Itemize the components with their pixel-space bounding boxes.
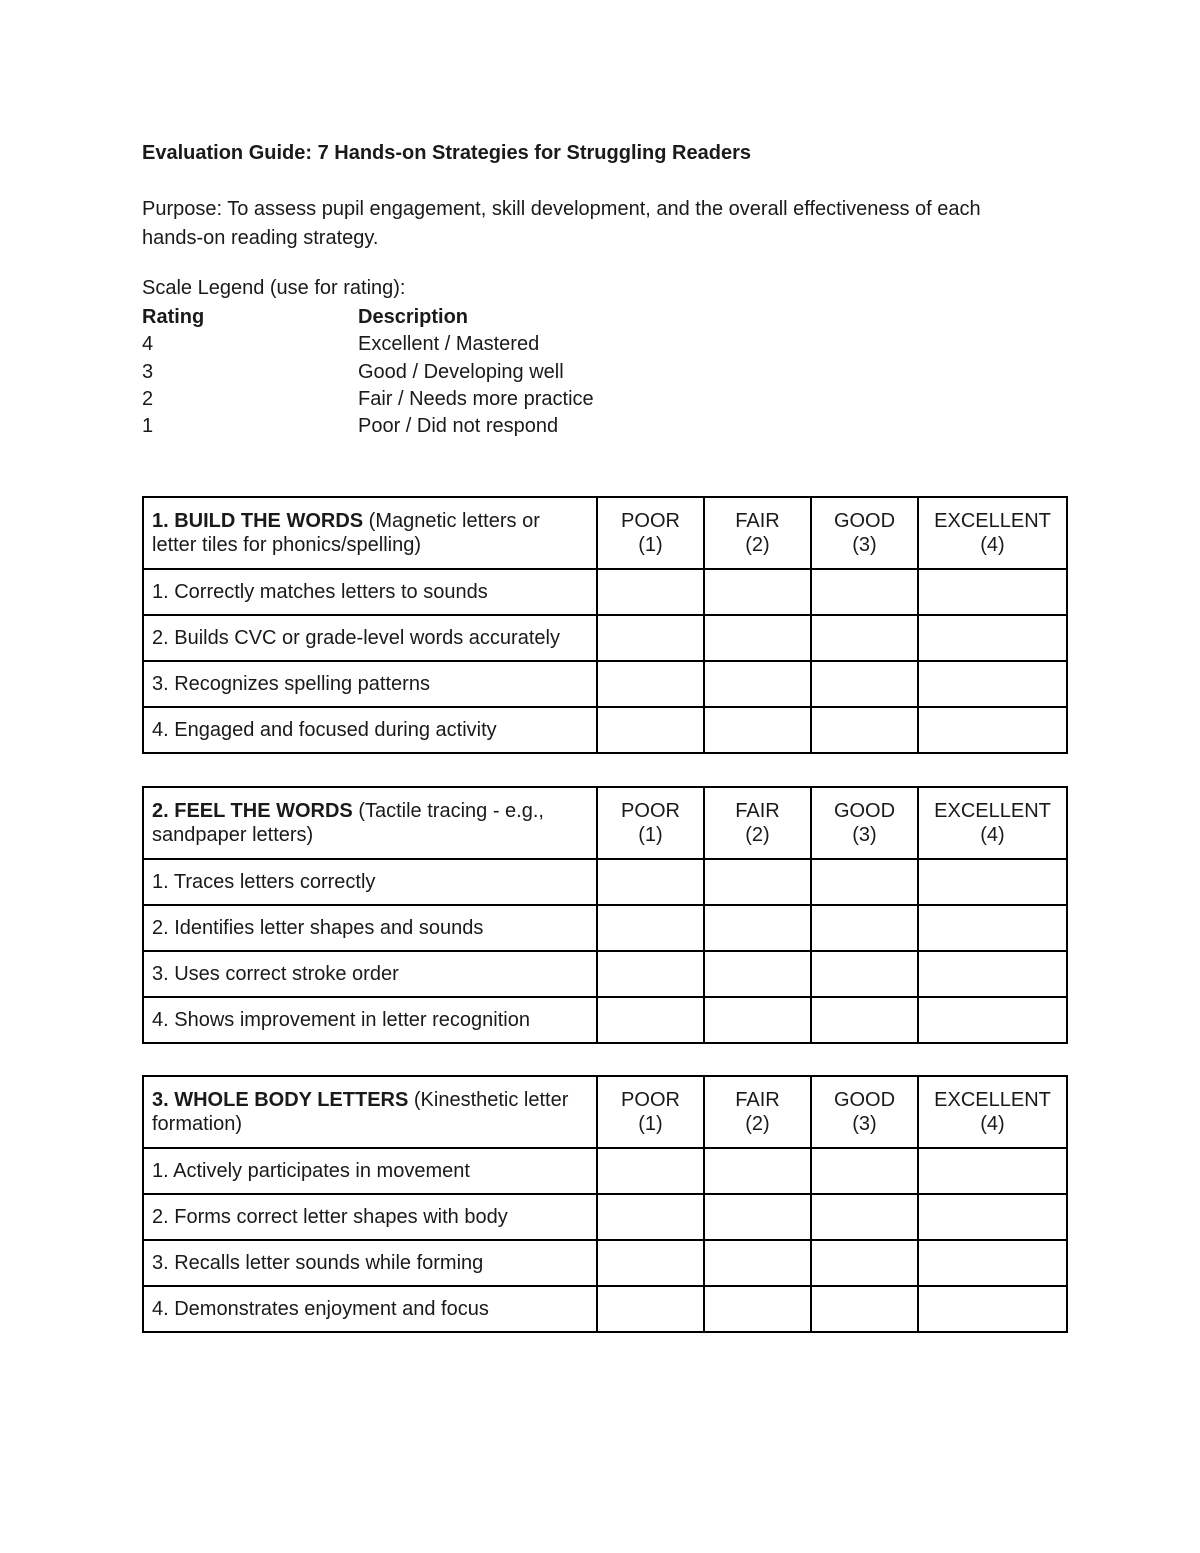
criterion-label: 1. Correctly matches letters to sounds <box>143 569 597 615</box>
rating-cell-poor[interactable] <box>597 1194 704 1240</box>
rating-cell-excellent[interactable] <box>918 661 1067 707</box>
criterion-label: 3. Recognizes spelling patterns <box>143 661 597 707</box>
table-row <box>143 1240 1067 1286</box>
criterion-label: 2. Builds CVC or grade-level words accurately <box>143 615 597 661</box>
table-row <box>143 569 1067 615</box>
rating-cell-poor[interactable] <box>597 615 704 661</box>
table-row <box>143 905 1067 951</box>
rubric-header-row <box>143 1076 1067 1148</box>
level-good-header: GOOD (3) <box>811 1076 918 1148</box>
rating-cell-good[interactable] <box>811 661 918 707</box>
criterion-label: 3. Uses correct stroke order <box>143 951 597 997</box>
section-description: (Kinesthetic letter formation) <box>152 1089 569 1135</box>
table-row <box>143 1286 1067 1332</box>
purpose-text: Purpose: To assess pupil engagement, skill development, and the overall effectiveness of each hands-on reading strategy. <box>142 198 981 249</box>
section-name: 2. FEEL THE WORDS <box>152 800 353 822</box>
rating-cell-fair[interactable] <box>704 905 811 951</box>
level-excellent-header: EXCELLENT (4) <box>918 497 1067 569</box>
rating-cell-good[interactable] <box>811 905 918 951</box>
document-title: Evaluation Guide: 7 Hands-on Strategies for Struggling Readers <box>142 142 751 164</box>
rating-cell-excellent[interactable] <box>918 1240 1067 1286</box>
rating-cell-fair[interactable] <box>704 661 811 707</box>
table-row <box>143 859 1067 905</box>
level-poor-header: POOR (1) <box>597 1076 704 1148</box>
table-row <box>143 951 1067 997</box>
legend-rating: 1 <box>142 415 154 438</box>
legend-intro: Scale Legend (use for rating): <box>142 277 406 299</box>
rating-cell-excellent[interactable] <box>918 859 1067 905</box>
table-row <box>143 1148 1067 1194</box>
rating-cell-excellent[interactable] <box>918 951 1067 997</box>
rating-cell-good[interactable] <box>811 1286 918 1332</box>
table-row <box>143 997 1067 1043</box>
legend-description: Fair / Needs more practice <box>358 387 594 410</box>
rating-cell-good[interactable] <box>811 1148 918 1194</box>
rating-cell-poor[interactable] <box>597 707 704 753</box>
rating-cell-excellent[interactable] <box>918 569 1067 615</box>
rubric-header-row <box>143 787 1067 859</box>
rating-cell-excellent[interactable] <box>918 615 1067 661</box>
level-good-header: GOOD (3) <box>811 497 918 569</box>
rating-cell-poor[interactable] <box>597 569 704 615</box>
criterion-label: 4. Demonstrates enjoyment and focus <box>143 1286 597 1332</box>
rating-cell-good[interactable] <box>811 859 918 905</box>
rating-cell-good[interactable] <box>811 707 918 753</box>
rating-cell-fair[interactable] <box>704 997 811 1043</box>
rating-cell-poor[interactable] <box>597 997 704 1043</box>
legend-rating: 2 <box>142 387 154 410</box>
rating-cell-good[interactable] <box>811 1194 918 1240</box>
level-good-header: GOOD (3) <box>811 787 918 859</box>
rating-cell-good[interactable] <box>811 569 918 615</box>
criterion-label: 2. Forms correct letter shapes with body <box>143 1194 597 1240</box>
rating-cell-fair[interactable] <box>704 951 811 997</box>
legend-rating: 4 <box>142 333 154 356</box>
section-name: 1. BUILD THE WORDS <box>152 510 364 532</box>
rubric-header-row <box>143 497 1067 569</box>
rating-cell-excellent[interactable] <box>918 707 1067 753</box>
rubric-table-feel-the-words <box>142 786 1068 1044</box>
rating-cell-fair[interactable] <box>704 1148 811 1194</box>
rating-cell-excellent[interactable] <box>918 1286 1067 1332</box>
rating-cell-good[interactable] <box>811 951 918 997</box>
table-row <box>143 661 1067 707</box>
rating-cell-fair[interactable] <box>704 1286 811 1332</box>
section-heading <box>143 497 597 569</box>
legend-row <box>142 359 594 386</box>
legend-row <box>142 413 594 440</box>
table-row <box>143 615 1067 661</box>
legend-description: Excellent / Mastered <box>358 333 540 356</box>
rating-cell-fair[interactable] <box>704 1194 811 1240</box>
legend-description: Poor / Did not respond <box>358 415 559 438</box>
legend-rating: 3 <box>142 360 154 383</box>
rating-cell-good[interactable] <box>811 1240 918 1286</box>
legend-row <box>142 331 594 358</box>
criterion-label: 4. Shows improvement in letter recognition <box>143 997 597 1043</box>
rating-cell-poor[interactable] <box>597 905 704 951</box>
criterion-label: 2. Identifies letter shapes and sounds <box>143 905 597 951</box>
criterion-label: 1. Actively participates in movement <box>143 1148 597 1194</box>
rubric-table-build-the-words <box>142 496 1068 754</box>
legend-header-rating: Rating <box>142 306 205 328</box>
rating-cell-fair[interactable] <box>704 1240 811 1286</box>
section-heading <box>143 787 597 859</box>
rating-cell-excellent[interactable] <box>918 1148 1067 1194</box>
level-fair-header: FAIR (2) <box>704 497 811 569</box>
scale-legend <box>142 304 594 440</box>
table-row <box>143 1194 1067 1240</box>
rating-cell-good[interactable] <box>811 615 918 661</box>
rating-cell-excellent[interactable] <box>918 1194 1067 1240</box>
rating-cell-fair[interactable] <box>704 569 811 615</box>
rubric-table-whole-body-letters <box>142 1075 1068 1333</box>
section-heading <box>143 1076 597 1148</box>
rating-cell-poor[interactable] <box>597 1240 704 1286</box>
rating-cell-excellent[interactable] <box>918 905 1067 951</box>
level-fair-header: FAIR (2) <box>704 787 811 859</box>
rating-cell-fair[interactable] <box>704 859 811 905</box>
criterion-label: 3. Recalls letter sounds while forming <box>143 1240 597 1286</box>
rating-cell-fair[interactable] <box>704 615 811 661</box>
rating-cell-fair[interactable] <box>704 707 811 753</box>
rating-cell-poor[interactable] <box>597 661 704 707</box>
section-name: 3. WHOLE BODY LETTERS <box>152 1089 409 1111</box>
legend-row <box>142 386 594 413</box>
level-poor-header: POOR (1) <box>597 787 704 859</box>
legend-header-row <box>142 304 594 331</box>
section-description: (Magnetic letters or letter tiles for phonics/spelling) <box>152 510 540 556</box>
level-excellent-header: EXCELLENT (4) <box>918 1076 1067 1148</box>
rating-cell-excellent[interactable] <box>918 997 1067 1043</box>
rating-cell-poor[interactable] <box>597 859 704 905</box>
criterion-label: 1. Traces letters correctly <box>143 859 597 905</box>
level-excellent-header: EXCELLENT (4) <box>918 787 1067 859</box>
criterion-label: 4. Engaged and focused during activity <box>143 707 597 753</box>
rating-cell-poor[interactable] <box>597 951 704 997</box>
table-row <box>143 707 1067 753</box>
rating-cell-good[interactable] <box>811 997 918 1043</box>
level-fair-header: FAIR (2) <box>704 1076 811 1148</box>
rating-cell-poor[interactable] <box>597 1148 704 1194</box>
legend-description: Good / Developing well <box>358 360 564 383</box>
level-poor-header: POOR (1) <box>597 497 704 569</box>
legend-header-description: Description <box>358 306 469 328</box>
rating-cell-poor[interactable] <box>597 1286 704 1332</box>
section-description: (Tactile tracing - e.g., sandpaper letters) <box>152 800 544 846</box>
